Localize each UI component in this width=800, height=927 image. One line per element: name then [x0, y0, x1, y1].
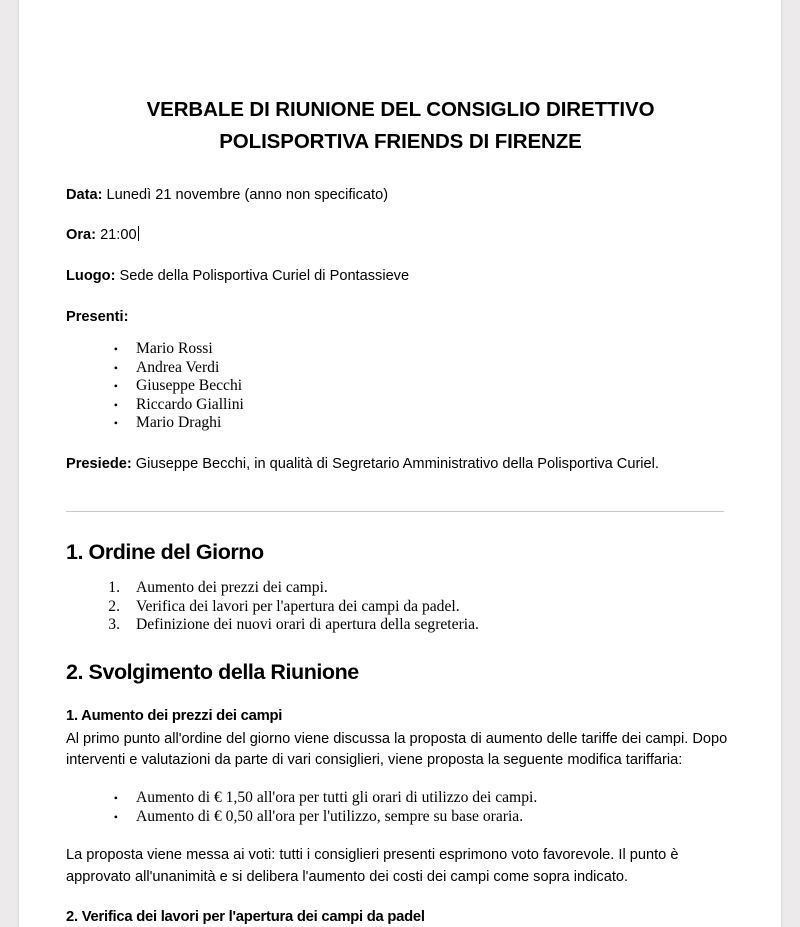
meta-line-data: [66, 158, 735, 206]
list-number: 1.: [108, 579, 120, 597]
list-item: [66, 616, 735, 634]
attendee-name: Giuseppe Becchi: [136, 377, 243, 395]
presiede-label: Presiede:: [66, 455, 132, 472]
meta-value-luogo: Sede della Polisportiva Curiel di Pontassieve: [115, 267, 410, 284]
bullet-icon: •: [113, 397, 118, 412]
agenda-list: [66, 566, 735, 634]
subheading-verifica-lavori-padel: 2. Verifica dei lavori per l'apertura dei campi da padel: [66, 908, 425, 925]
bullet-icon: •: [113, 379, 118, 394]
bullet-icon: •: [113, 809, 118, 824]
list-item: [66, 414, 735, 432]
attendees-list: [66, 327, 735, 432]
bullet-icon: •: [113, 342, 118, 357]
meta-line-ora[interactable]: [66, 205, 735, 246]
list-item: [66, 598, 735, 616]
presiede-value: Giuseppe Becchi, in qualità di Segretario Amministrativo della Polisportiva Curiel.: [131, 455, 659, 472]
list-number: 2.: [108, 597, 120, 615]
meta-value-data: Lunedì 21 novembre (anno non specificato): [102, 186, 389, 203]
section-heading-svolgimento-della-riunione: 2. Svolgimento della Riunione: [66, 659, 359, 684]
document-page: [18, 0, 782, 927]
paragraph-line: approvato all'unanimità e si delibera l'aumento dei costi dei campi come sopra indicato.: [66, 868, 629, 885]
list-item: [66, 579, 735, 597]
list-item: [66, 340, 735, 358]
list-item: [66, 359, 735, 377]
agenda-item-text: Aumento dei prezzi dei campi.: [136, 579, 328, 597]
tariff-item-text: Aumento di € 1,50 all'ora per tutti gli orari di utilizzo dei campi.: [136, 789, 538, 807]
tariff-bullets-list: [66, 771, 735, 826]
bullet-icon: •: [113, 791, 118, 806]
attendee-name: Riccardo Giallini: [136, 395, 244, 413]
subheading-aumento-prezzi-campi: 1. Aumento dei prezzi dei campi: [66, 708, 283, 725]
meta-label-ora: Ora:: [66, 227, 97, 244]
list-item: [66, 377, 735, 395]
meta-line-luogo: [66, 246, 735, 287]
agenda-item-text: Verifica dei lavori per l'apertura dei campi da padel.: [136, 597, 460, 615]
paragraph-line: Al primo punto all'ordine del giorno viene discussa la proposta di aumento delle tariffe dei campi.: [66, 731, 689, 747]
section-heading-ordine-del-giorno: 1. Ordine del Giorno: [66, 540, 264, 565]
paragraph-votazione: [66, 826, 735, 887]
bullet-icon: •: [113, 360, 118, 375]
attendee-name: Mario Rossi: [136, 340, 213, 358]
bullet-icon: •: [113, 416, 118, 431]
meta-value-ora: 21:00: [96, 227, 137, 244]
attendee-name: Mario Draghi: [136, 414, 222, 432]
list-item: [66, 789, 735, 807]
attendee-name: Andrea Verdi: [136, 358, 220, 376]
meta-label-data: Data:: [66, 186, 103, 203]
text-cursor-caret: [138, 226, 139, 241]
page-title: [66, 0, 735, 158]
paragraph-line: Dopo interventi e valutazioni da parte di vari consiglieri, viene proposta la seguente modifica: [66, 731, 728, 769]
list-item: [66, 396, 735, 414]
paragraph-proposta-tariffe: [66, 727, 735, 771]
list-number: 3.: [108, 616, 120, 634]
page-title-line-2: POLISPORTIVA FRIENDS DI FIRENZE: [219, 129, 582, 153]
meta-line-presenti: [66, 287, 735, 328]
page-title-line-1: VERBALE DI RIUNIONE DEL CONSIGLIO DIRETTIVO: [146, 98, 655, 121]
agenda-item-text: Definizione dei nuovi orari di apertura della segreteria.: [136, 616, 479, 634]
tariff-item-text: Aumento di € 0,50 all'ora per l'utilizzo, sempre su base oraria.: [136, 807, 524, 825]
paragraph-line: tariffaria:: [625, 752, 683, 769]
document-body: [19, 0, 781, 927]
list-item: [66, 808, 735, 826]
meta-label-luogo: Luogo:: [66, 267, 116, 284]
meta-label-presenti: Presenti:: [66, 308, 129, 325]
paragraph-line: La proposta viene messa ai voti: tutti i consiglieri presenti esprimono voto favorevole. Il punto è: [66, 847, 679, 864]
presiede-line: [66, 433, 735, 475]
